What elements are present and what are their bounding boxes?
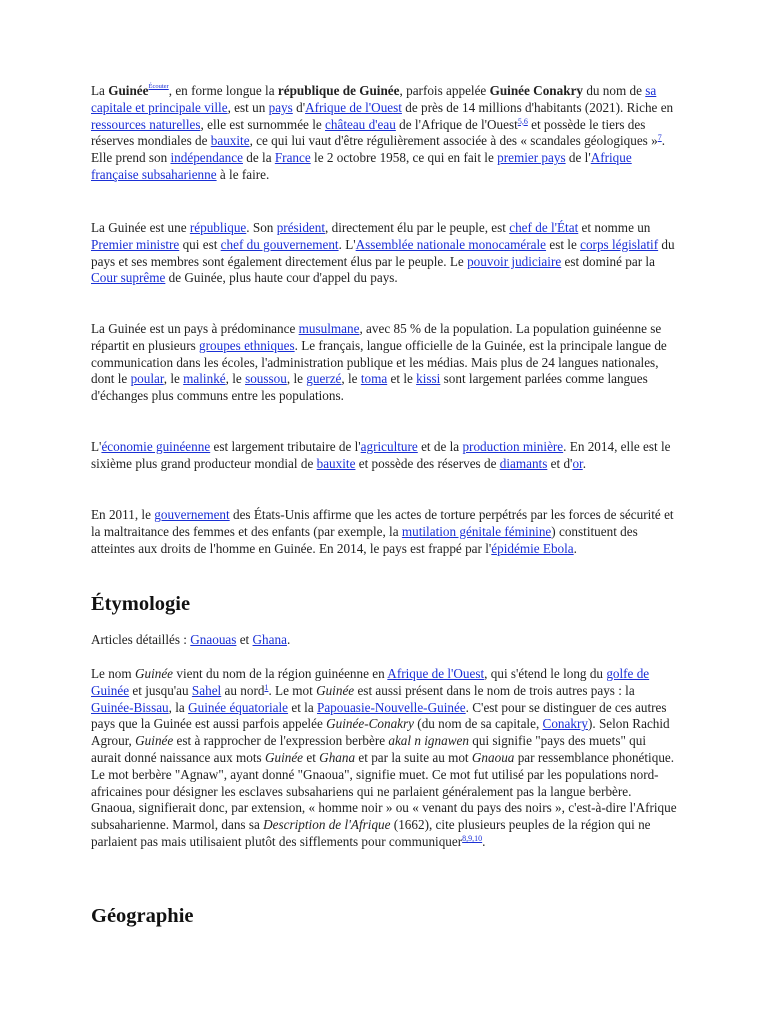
text: , avec 85 % de la population. La population guinéenne se répartit en plusieurs [91, 321, 662, 353]
text: . Le français, langue officielle de la Guinée, est la principale langue de communication dans les écoles, l'administration publique et les médias. Mais plus de 24 langues nationales, dont le [91, 337, 667, 387]
link-president[interactable]: président [276, 220, 326, 235]
link-premier-pays[interactable]: premier pays [497, 150, 566, 166]
text: La Guinée est une [91, 220, 187, 235]
text: La Guinée est un pays à prédominance [91, 321, 296, 336]
text: qui est [182, 236, 218, 252]
link-guerze[interactable]: guerzé [306, 371, 342, 387]
link-cour-supreme[interactable]: Cour suprême [91, 270, 166, 286]
link-chateau-eau[interactable]: château d'eau [325, 116, 396, 132]
link-musulmane[interactable]: musulmane [298, 321, 360, 336]
link-independance[interactable]: indépendance [170, 150, 243, 166]
link-production-miniere[interactable]: production minière [462, 439, 564, 454]
heading-geographie: Géographie [91, 905, 194, 927]
text: de l'Afrique de l'Ouest [399, 116, 518, 132]
link-groupes-ethniques[interactable]: groupes ethniques [199, 337, 295, 353]
text: . Son [246, 220, 274, 235]
text: de la [246, 150, 272, 166]
text: . En 2014, elle est le sixième plus grand producteur mondial de [91, 439, 671, 471]
link-papouasie[interactable]: Papouasie-Nouvelle-Guinée [316, 699, 466, 715]
text: au nord [224, 682, 265, 698]
ref-8-9-10[interactable]: 8,9,10 [462, 833, 483, 843]
link-sahel[interactable]: Sahel [191, 682, 222, 698]
italic-term: Description de l'Afrique [263, 817, 391, 833]
text: , en forme longue la [168, 83, 275, 98]
text: . [573, 540, 577, 556]
text: . Le mot [268, 682, 313, 698]
text: . [286, 632, 291, 647]
link-corps-legislatif[interactable]: corps législatif [580, 236, 659, 252]
link-poular[interactable]: poular [130, 371, 164, 387]
italic-term: Guinée [264, 749, 304, 765]
text: de l' [568, 150, 591, 166]
link-assemblee-nationale[interactable]: Assemblée nationale monocamérale [355, 236, 547, 252]
religion-paragraph [91, 321, 677, 405]
text: de Guinée, plus haute cour d'appel du pays. [168, 270, 398, 286]
ref-7[interactable]: 7 [657, 133, 662, 143]
text: . C'est pour se distinguer de ces autres pays que la Guinée est aussi parfois appelée [91, 699, 667, 732]
text: , directement élu par le peuple, est [325, 220, 506, 235]
text: , le [286, 371, 303, 387]
text: ). Selon Rachid Agrour, [91, 716, 670, 749]
text: et [239, 632, 250, 647]
ref-5-6[interactable]: 5,6 [517, 116, 528, 126]
link-chef-etat[interactable]: chef de l'État [509, 220, 579, 235]
text: (du nom de sa capitale, [417, 716, 540, 732]
link-gouvernement[interactable]: gouvernement [154, 507, 230, 522]
text: vient du nom de la région guinéenne en [176, 666, 385, 681]
link-ressources-naturelles[interactable]: ressources naturelles [91, 116, 201, 132]
text: et possède des réserves de [358, 455, 497, 471]
link-afrique-ouest[interactable]: Afrique de l'Ouest [305, 99, 402, 115]
italic-term: akal n ignawen [388, 733, 469, 749]
text: ) constituent des atteintes aux droits de l'homme en Guinée. En 2014, le pays est frappé par l' [91, 523, 638, 556]
text: de près de 14 millions d'habitants (2021). Riche en [405, 99, 674, 115]
text: Articles détaillés : [91, 632, 187, 647]
link-economie[interactable]: économie guinéenne [101, 439, 211, 454]
text: à le faire. [219, 166, 270, 182]
text: et nomme un [581, 220, 651, 235]
text: . [582, 455, 586, 471]
link-bauxite-2[interactable]: bauxite [316, 455, 356, 471]
text: le 2 octobre 1958, ce qui en fait le [314, 150, 494, 166]
text: est aussi présent dans le nom de trois autres pays : la [357, 682, 635, 698]
text: est le [549, 236, 577, 252]
text: , ce qui lui vaut d'être régulièrement associée à des « scandales géologiques » [249, 133, 658, 149]
text: sont largement parlées comme langues d'échanges plus communs entre les populations. [91, 371, 648, 404]
link-bauxite[interactable]: bauxite [210, 133, 250, 149]
heading-etymologie: Étymologie [91, 593, 191, 615]
link-france[interactable]: France [274, 150, 311, 166]
etymologie-paragraph [91, 666, 677, 851]
text: et possède le tiers des réserves mondiales de [91, 116, 646, 149]
link-diamants[interactable]: diamants [499, 455, 548, 471]
text: et d' [550, 455, 573, 471]
economy-paragraph [91, 439, 677, 473]
link-guinee-equatoriale[interactable]: Guinée équatoriale [188, 699, 289, 715]
text: Le nom [91, 666, 132, 681]
italic-term: Gnaoua [471, 749, 515, 765]
text: d' [296, 99, 306, 115]
text: , qui s'étend le long du [484, 666, 604, 681]
link-malinke[interactable]: malinké [183, 371, 226, 387]
bold-guinee-conakry: Guinée Conakry [489, 83, 584, 98]
text: , le [225, 371, 242, 387]
listen-link[interactable]: Écouter [148, 83, 169, 90]
rights-paragraph [91, 507, 677, 557]
link-kissi[interactable]: kissi [416, 371, 441, 387]
articles-detailles [91, 632, 677, 649]
italic-term: Guinée [134, 666, 174, 681]
text: et de la [421, 439, 460, 454]
link-afrique-ouest-2[interactable]: Afrique de l'Ouest [387, 666, 485, 681]
ref-1[interactable]: 1 [264, 682, 269, 692]
text: L' [91, 439, 102, 454]
text: La [91, 83, 105, 98]
italic-term: Guinée-Conakry [326, 716, 414, 732]
italic-term: Guinée [135, 733, 174, 749]
intro-paragraph [91, 83, 677, 184]
text: et le [390, 371, 413, 387]
link-republique[interactable]: république [189, 220, 247, 235]
link-pouvoir-judiciaire[interactable]: pouvoir judiciaire [467, 253, 562, 269]
link-premier-ministre[interactable]: Premier ministre [91, 236, 180, 252]
bold-republique: république de Guinée [277, 83, 400, 98]
link-guinee-bissau[interactable]: Guinée-Bissau [91, 699, 169, 715]
text: , la [168, 699, 185, 715]
text: et par la suite au mot [358, 749, 469, 765]
link-golfe-guinee[interactable]: golfe de Guinée [91, 666, 650, 698]
text: est à rapprocher de l'expression berbère [176, 733, 386, 749]
text: des États-Unis affirme que les actes de torture perpétrés par les forces de sécurité et la maltraitance des femmes et des enfants (par exemple, la [91, 507, 674, 539]
text: (1662), cite plusieurs peuples de la région qui ne parlaient pas mais utilisaient plutôt des sifflements pour communiquer [91, 817, 651, 849]
link-or[interactable]: or [572, 455, 583, 471]
text: , le [163, 371, 180, 387]
text: et [306, 749, 316, 765]
text: est largement tributaire de l' [213, 439, 361, 454]
text: . [482, 833, 486, 849]
politics-paragraph [91, 220, 677, 287]
text: . Elle prend son [91, 133, 665, 166]
text: et la [291, 699, 314, 715]
link-agriculture[interactable]: agriculture [360, 439, 418, 454]
text: du nom de [586, 83, 642, 98]
text: . L' [338, 236, 356, 252]
link-soussou[interactable]: soussou [245, 371, 287, 387]
link-capitale[interactable]: sa capitale et principale ville [91, 83, 657, 115]
link-gnaouas[interactable]: Gnaouas [190, 632, 237, 647]
text: , parfois appelée [399, 83, 487, 98]
text: du pays et ses membres sont également directement élus par le peuple. Le [91, 236, 675, 269]
text: En 2011, le [91, 507, 151, 522]
italic-term: Ghana [319, 749, 356, 765]
text: , est un [227, 99, 266, 115]
text: , elle est surnommée le [200, 116, 322, 132]
text: qui signifie "pays des muets" qui aurait donné naissance aux mots [91, 733, 647, 765]
link-afrique-subsaharienne[interactable]: Afrique française subsaharienne [91, 150, 632, 182]
link-toma[interactable]: toma [360, 371, 388, 387]
link-pays[interactable]: pays [268, 99, 293, 115]
link-ebola[interactable]: épidémie Ebola [491, 540, 574, 556]
link-chef-gouvernement[interactable]: chef du gouvernement [220, 236, 339, 252]
link-ghana[interactable]: Ghana [252, 632, 287, 647]
link-mutilation[interactable]: mutilation génitale féminine [401, 523, 552, 539]
link-conakry[interactable]: Conakry [542, 716, 588, 732]
text: et jusqu'au [132, 682, 189, 698]
bold-guinee: Guinée [108, 83, 149, 98]
text: par ressemblance phonétique. Le mot berbère "Agnaw", ayant donné "Gnaoua", signifie muet. Ce mot fut utilisé par les populations nord-africaines pour désigner les esclaves subsahariens qui ne parlaient généralement pas la langue berbère. Gnaoua, signifierait donc, par extension, « homme noir » ou « venant du pays des noirs », c'est-à-dire l'Afrique subsaharienne. Marmol, dans sa [91, 749, 677, 833]
text: est dominé par la [564, 253, 655, 269]
italic-term: Guinée [316, 682, 355, 698]
text: , le [341, 371, 358, 387]
